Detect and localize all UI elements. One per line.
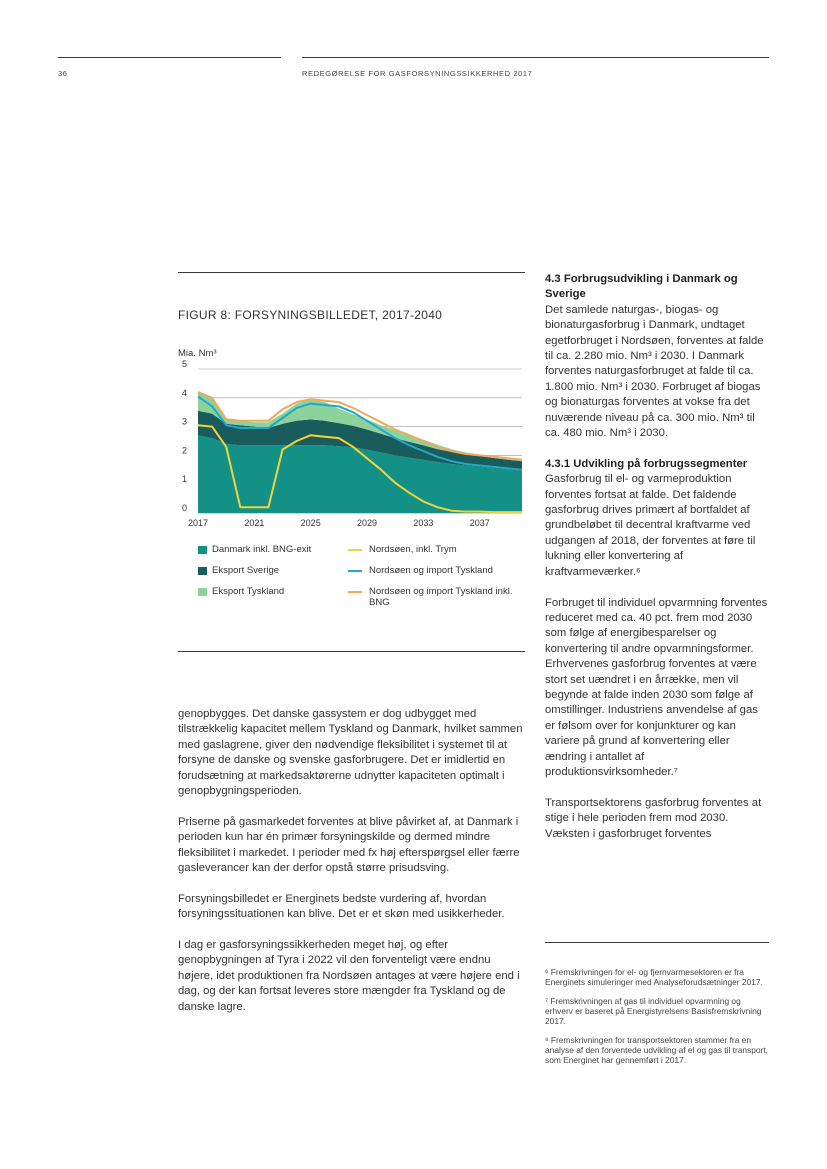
y-tick-label: 3: [182, 416, 188, 427]
chart-svg: [176, 345, 531, 535]
footnote-7: ⁷ Fremskrivningen af gas til individuel opvarmning og erhverv er baseret på Energistyrelsens Basisfremskrivning 2017.: [545, 996, 762, 1026]
right-paragraph: Forbruget til individuel opvarmning forventes reduceret med ca. 40 pct. frem mod 2030 som følge af energibesparelser og konvertering til andre opvarmningsformer. Erhvervenes gasforbrug forventes at være stort set uændret i en årrække, men vil begynde at falde inden 2030 som følge af omstillinger. Industriens anvendelse af gas er følsom over for konjunkturer og kan variere på grund af konvertering eller ændring i antallet af produktionsvirksomheder.⁷: [545, 596, 768, 778]
figure-bottom-rule: [178, 651, 525, 652]
legend-label-nordsoen: Nordsøen, inkl. Trym: [369, 544, 457, 555]
section-heading-4-3: 4.3 Forbrugsudvikling i Danmark og Sverige: [545, 273, 738, 301]
x-tick-label: 2033: [413, 518, 434, 528]
y-tick-label: 0: [182, 503, 188, 513]
right-paragraph: Transportsektorens gasforbrug forventes at stige i hele perioden frem mod 2030. Væksten i gasforbruget forventes: [545, 796, 762, 840]
body-left: [178, 707, 523, 1030]
right-paragraph: Det samlede naturgas-, biogas- og bionaturgasforbrug i Danmark, undtaget egetforbruget i Nordsøen, forventes at falde til ca. 2.280 mio. Nm³ i 2030. I Danmark forventes naturgasforbruget at falde til ca. 1.800 mio. Nm³ i 2030. Forbruget af biogas og bionaturgas forventes at vokse fra det nuværende niveau på ca. 300 mio. Nm³ til ca. 480 mio. Nm³ i 2030.: [545, 303, 764, 440]
footnote-8: ⁸ Fremskrivningen for transportsektoren stammer fra en analyse af den forventede udvikling af el og gas til transport, som Energinet har gennemført i 2017.: [545, 1035, 769, 1065]
legend-line-import-bng: [348, 591, 362, 593]
body-paragraph: I dag er gasforsyningssikkerheden meget høj, og efter genopbygningen af Tyra i 2022 vil den forventeligt være endnu højere, idet produktionen fra Nordsøen antages at være højere end i dag, og der kan fortsat leveres store mængder fra Tyskland og de danske lagre.: [178, 939, 520, 1013]
x-tick-label: 2037: [469, 518, 490, 528]
legend-swatch-danmark: [198, 546, 207, 554]
y-tick-label: 4: [182, 387, 188, 398]
footnotes: [545, 967, 769, 1074]
chart-container: [176, 345, 531, 535]
chart-legend: [196, 544, 526, 620]
legend-label-import-tyskland: Nordsøen og import Tyskland: [369, 565, 493, 576]
x-tick-label: 2029: [357, 518, 378, 528]
legend-line-nordsoen: [348, 549, 362, 551]
legend-swatch-tyskland: [198, 588, 207, 596]
body-paragraph: Priserne på gasmarkedet forventes at blive påvirket af, at Danmark i perioden kun har én primær forsyningskilde og dermed mindre fleksibilitet i markedet. I perioder med fx høj efterspørgsel eller færre gasleverancer kan der derfor opstå større prisudsving.: [178, 815, 520, 875]
x-tick-label: 2025: [300, 518, 321, 528]
header-rule-right: [302, 57, 769, 58]
y-axis-unit-label: Mia. Nm³: [178, 348, 217, 359]
y-tick-label: 5: [182, 359, 188, 369]
running-title: REDEGØRELSE FOR GASFORSYNINGSSIKKERHED 2017: [302, 69, 533, 78]
legend-label-import-bng: Nordsøen og import Tyskland inkl. BNG: [369, 586, 513, 608]
footnote-6: ⁶ Fremskrivningen for el- og fjernvarmesektoren er fra Energinets simuleringer med Analyseforudsætninger 2017.: [545, 967, 763, 987]
right-paragraph: Gasforbrug til el- og varmeproduktion forventes fortsat at falde. Det faldende gasforbrug drives primært af bortfaldet af grundbeløbet til decentral kraftvarme ved udgangen af 2018, der forventes at føre til lukning eller konvertering af kraftvarmeværker.⁶: [545, 473, 756, 578]
legend-label-danmark: Danmark inkl. BNG-exit: [212, 544, 312, 555]
header-rule-left: [58, 57, 281, 58]
body-paragraph: genopbygges. Det danske gassystem er dog udbygget med tilstrækkelig kapacitet mellem Tyskland og Danmark, hvilket sammen med gaslagrene, giver den nødvendige fleksibilitet i systemet til at forsyne de danske og svenske gasforbrugere. Det er imidlertid en forudsætning at markedsaktørerne udnytter kapaciteten optimalt i genopbygningsperioden.: [178, 708, 523, 798]
y-tick-label: 1: [182, 474, 188, 485]
right-column: [545, 272, 770, 857]
section-heading-4-3-1: 4.3.1 Udvikling på forbrugssegmenter: [545, 457, 748, 470]
y-tick-label: 2: [182, 445, 188, 456]
page-number: 36: [58, 69, 68, 78]
x-tick-label: 2017: [187, 518, 209, 528]
x-tick-label: 2021: [244, 518, 265, 528]
legend-swatch-sverige: [198, 567, 207, 575]
legend-line-import-tyskland: [348, 570, 362, 572]
footnote-rule: [545, 942, 769, 943]
legend-label-sverige: Eksport Sverige: [212, 565, 280, 576]
body-paragraph: Forsyningsbilledet er Energinets bedste vurdering af, hvordan forsyningssituationen kan blive. Det er et skøn med usikkerheder.: [178, 892, 505, 921]
figure-top-rule: [178, 272, 525, 273]
figure-title: FIGUR 8: FORSYNINGSBILLEDET, 2017-2040: [178, 308, 443, 322]
legend-label-tyskland: Eksport Tyskland: [212, 586, 285, 597]
